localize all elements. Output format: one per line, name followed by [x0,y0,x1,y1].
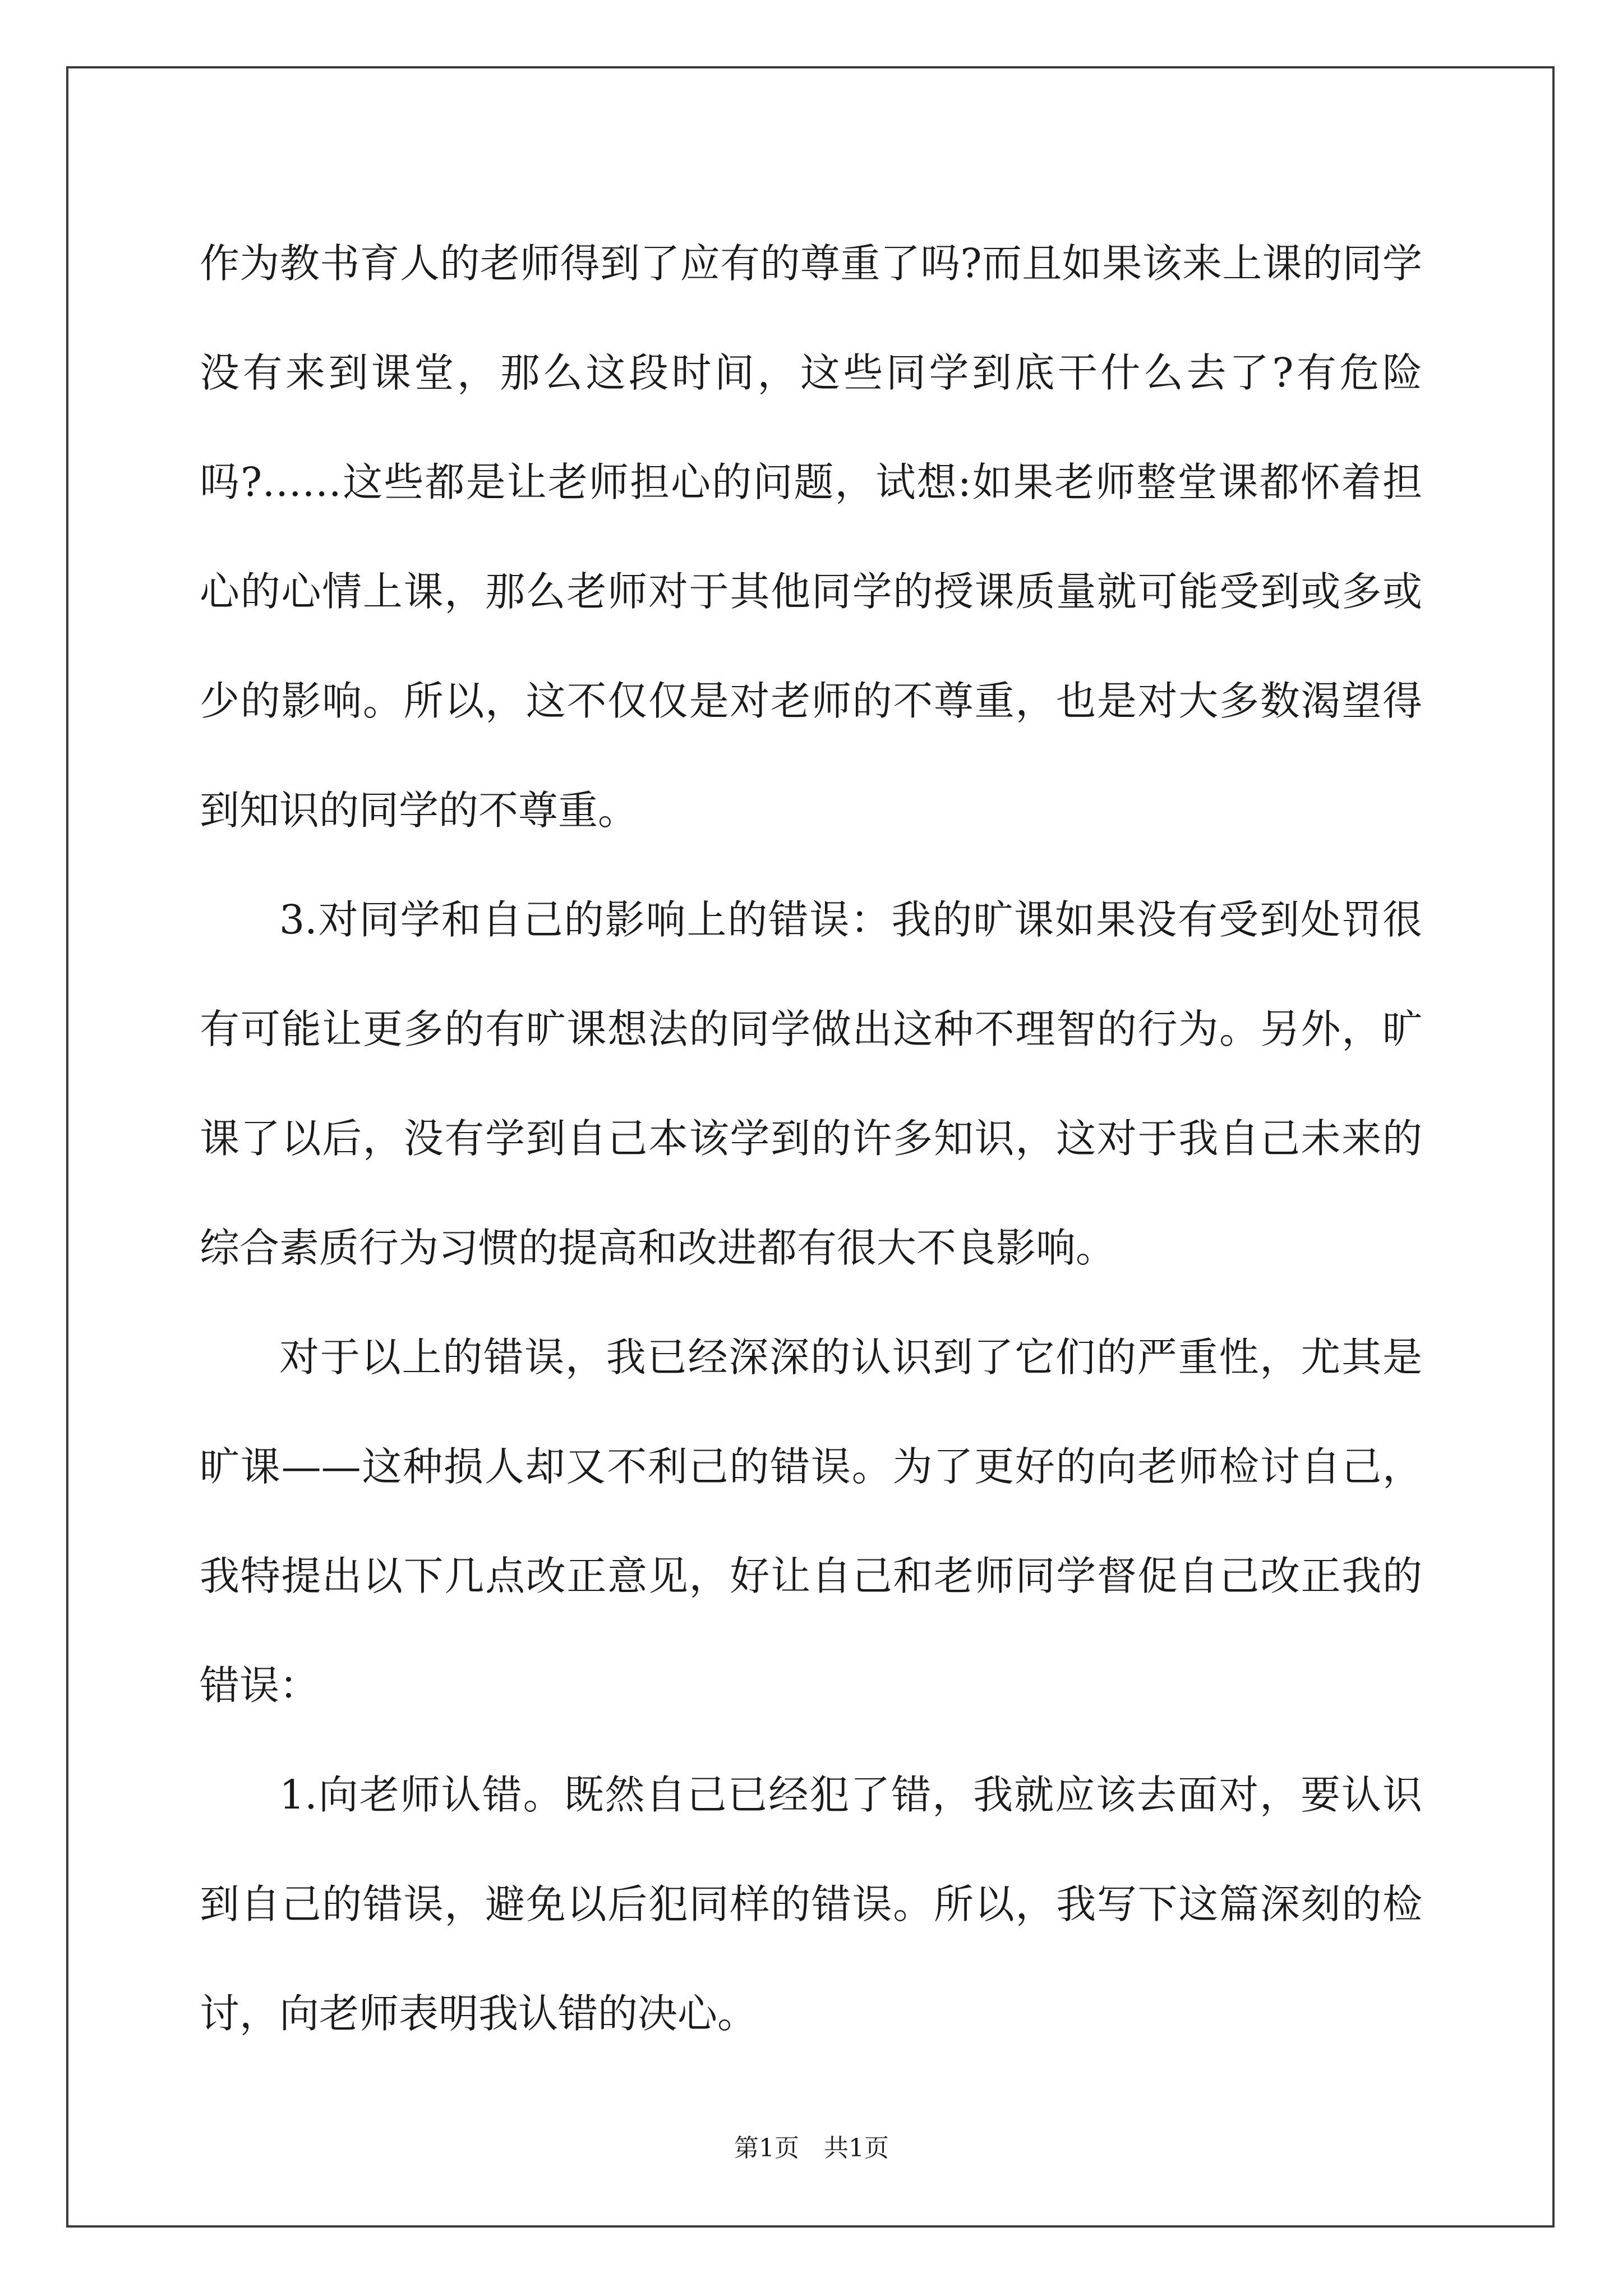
paragraph: 3.对同学和自己的影响上的错误：我的旷课如果没有受到处罚很有可能让更多的有旷课想法的同学做出这种不理智的行为。另外，旷课了以后，没有学到自己本该学到的许多知识，这对于我自己未来的综合素质行为习惯的提高和改进都有很大不良影响。 [200,896,1422,1271]
paragraph: 1.向老师认错。既然自己已经犯了错，我就应该去面对，要认识到自己的错误，避免以后犯同样的错误。所以，我写下这篇深刻的检讨，向老师表明我认错的决心。 [200,1772,1422,2037]
page-number-footer: 第1页 共1页 [734,2134,889,2162]
paragraph: 对于以上的错误，我已经深深的认识到了它们的严重性，尤其是旷课——这种损人却又不利己的错误。为了更好的向老师检讨自己，我特提出以下几点改正意见，好让自己和老师同学督促自己改正我的错误： [200,1334,1422,1709]
document-body [200,209,1422,2068]
paragraph: 作为教书育人的老师得到了应有的尊重了吗?而且如果该来上课的同学没有来到课堂，那么这段时间，这些同学到底干什么去了?有危险吗?……这些都是让老师担心的问题，试想:如果老师整堂课都怀着担心的心情上课，那么老师对于其他同学的授课质量就可能受到或多或少的影响。所以，这不仅仅是对老师的不尊重，也是对大多数渴望得到知识的同学的不尊重。 [200,240,1422,834]
